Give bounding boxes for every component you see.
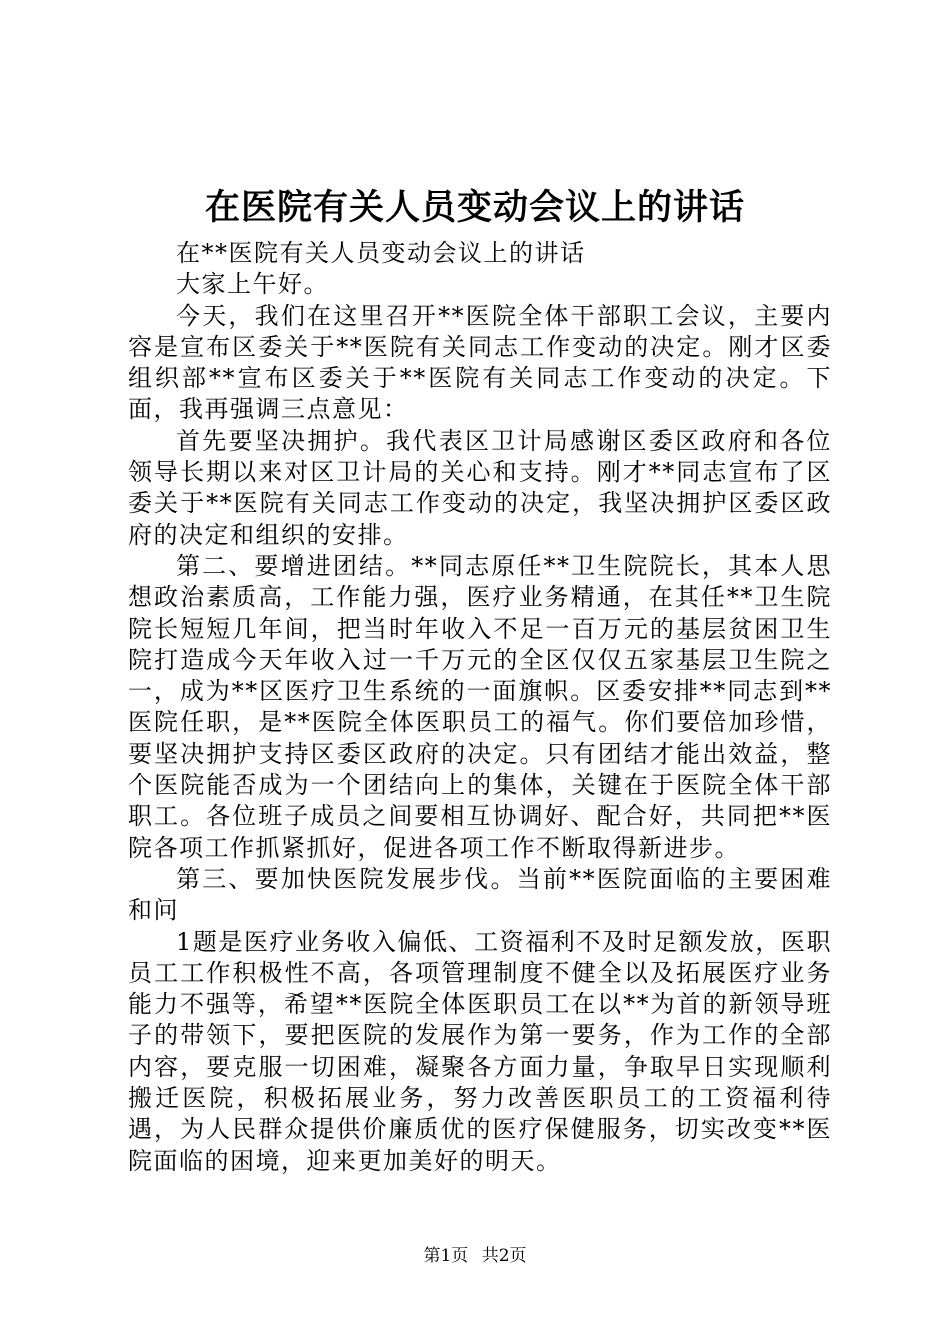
paragraph-point-3: 第三、要加快医院发展步伐。当前**医院面临的主要困难和问	[128, 864, 832, 925]
paragraph-intro: 今天，我们在这里召开**医院全体干部职工会议，主要内容是宣布区委关于**医院有关同志工作变动的决定。刚才区委组织部**宣布区委关于**医院有关同志工作变动的决定。下面，我再强调三点意见：	[128, 301, 832, 424]
paragraph-point-1: 首先要坚决拥护。我代表区卫计局感谢区委区政府和各位领导长期以来对区卫计局的关心和支持。刚才**同志宣布了区委关于**医院有关同志工作变动的决定，我坚决拥护区委区政府的决定和组织的安排。	[128, 426, 832, 549]
paragraph-greeting: 大家上午好。	[176, 270, 329, 299]
paragraph-heading: 在**医院有关人员变动会议上的讲话	[176, 239, 586, 267]
paragraph-point-3-continued: 1题是医疗业务收入偏低、工资福利不及时足额发放，医职员工工作积极性不高，各项管理制度不健全以及拓展医疗业务能力不强等，希望**医院全体医职员工在以**为首的新领导班子的带领下，要把医院的发展作为第一要务，作为工作的全部内容，要克服一切困难，凝聚各方面力量，争取早日实现顺利搬迁医院，积极拓展业务，努力改善医职员工的工资福利待遇，为人民群众提供价廉质优的医疗保健服务，切实改变**医院面临的困境，迎来更加美好的明天。	[128, 927, 832, 1175]
page-footer	[0, 1244, 950, 1268]
page-number: 第1页	[423, 1246, 469, 1266]
document-body	[128, 238, 832, 1177]
document-title: 在医院有关人员变动会议上的讲话	[204, 188, 745, 228]
page-total: 共2页	[481, 1246, 527, 1266]
paragraph-point-2: 第二、要增进团结。**同志原任**卫生院院长，其本人思想政治素质高，工作能力强，医疗业务精通，在其任**卫生院院长短短几年间，把当时年收入不足一百万元的基层贫困卫生院打造成今天年收入过一千万元的全区仅仅五家基层卫生院之一，成为**区医疗卫生系统的一面旗帜。区委安排**同志到**医院任职，是**医院全体医职员工的福气。你们要倍加珍惜，要坚决拥护支持区委区政府的决定。只有团结才能出效益，整个医院能否成为一个团结向上的集体，关键在于医院全体干部职工。各位班子成员之间要相互协调好、配合好，共同把**医院各项工作抓紧抓好，促进各项工作不断取得新进步。	[128, 551, 832, 862]
